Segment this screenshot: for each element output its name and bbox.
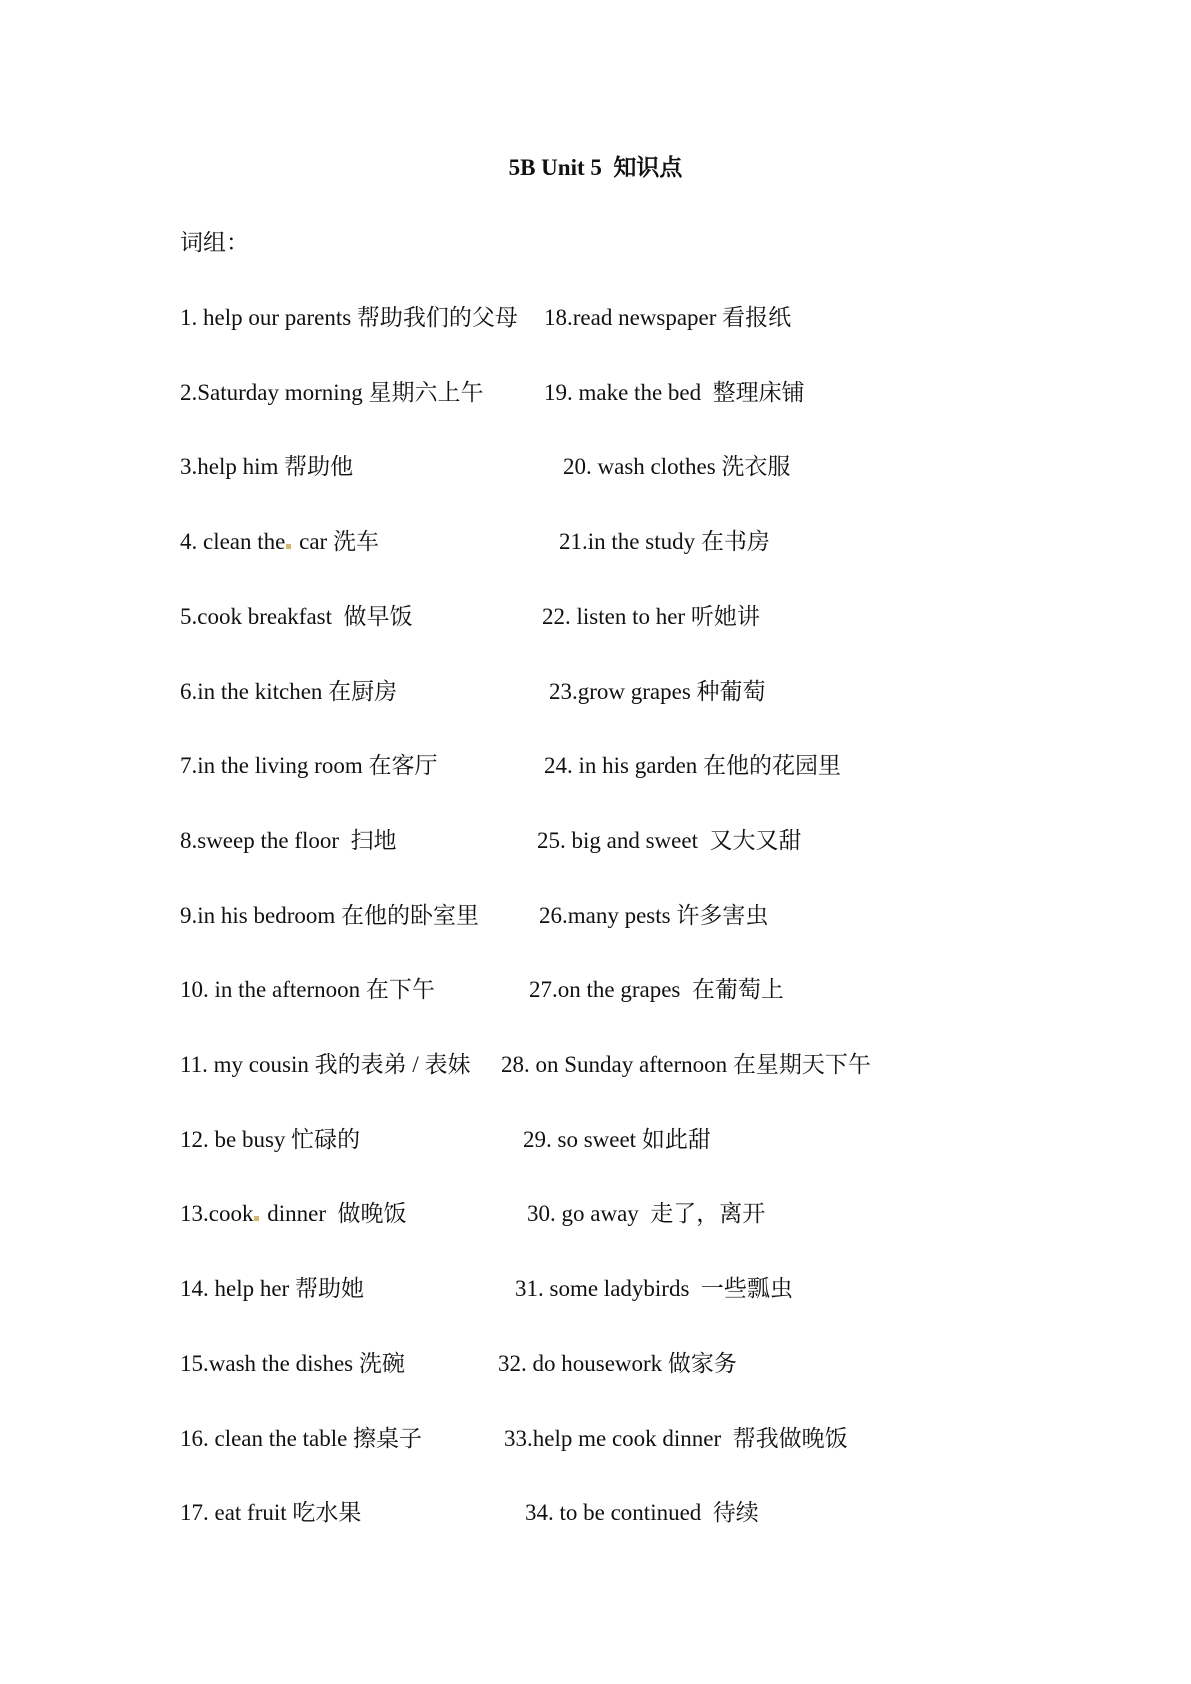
phrase-row bbox=[0, 677, 1191, 707]
phrase-row bbox=[0, 602, 1191, 632]
phrase-right: 22. listen to her 听她讲 bbox=[542, 604, 760, 629]
phrase-row bbox=[0, 975, 1191, 1005]
phrase-right: 31. some ladybirds 一些瓢虫 bbox=[515, 1276, 793, 1301]
phrase-right: 30. go away 走了，离开 bbox=[527, 1201, 766, 1226]
phrase-left: 8.sweep the floor 扫地 bbox=[180, 828, 397, 853]
phrase-row bbox=[0, 527, 1191, 557]
phrase-right: 34. to be continued 待续 bbox=[525, 1500, 759, 1525]
phrase-row bbox=[0, 1199, 1191, 1229]
phrase-row bbox=[0, 901, 1191, 931]
phrase-left-continued: dinner 做晚饭 bbox=[261, 1201, 407, 1226]
marker-dot bbox=[286, 544, 291, 549]
phrase-row bbox=[0, 1498, 1191, 1528]
phrase-right: 29. so sweet 如此甜 bbox=[523, 1127, 711, 1152]
phrase-right: 18.read newspaper 看报纸 bbox=[544, 305, 792, 330]
phrase-left: 11. my cousin 我的表弟 / 表妹 bbox=[180, 1052, 471, 1077]
phrase-row bbox=[0, 1050, 1191, 1080]
phrase-right: 21.in the study 在书房 bbox=[559, 529, 770, 554]
phrase-right: 20. wash clothes 洗衣服 bbox=[563, 454, 791, 479]
phrase-right: 26.many pests 许多害虫 bbox=[539, 903, 769, 928]
phrase-left: 10. in the afternoon 在下午 bbox=[180, 977, 435, 1002]
phrase-left: 3.help him 帮助他 bbox=[180, 454, 354, 479]
phrase-right: 33.help me cook dinner 帮我做晚饭 bbox=[504, 1426, 848, 1451]
phrase-left: 16. clean the table 擦桌子 bbox=[180, 1426, 423, 1451]
phrase-right: 23.grow grapes 种葡萄 bbox=[549, 679, 766, 704]
phrase-left: 9.in his bedroom 在他的卧室里 bbox=[180, 903, 479, 928]
phrase-left: 7.in the living room 在客厅 bbox=[180, 753, 438, 778]
section-label-phrases: 词组： bbox=[180, 230, 249, 255]
phrase-left: 2.Saturday morning 星期六上午 bbox=[180, 380, 484, 405]
phrase-left-group bbox=[180, 1199, 406, 1229]
phrase-left: 14. help her 帮助她 bbox=[180, 1276, 364, 1301]
phrase-right: 25. big and sweet 又大又甜 bbox=[537, 828, 802, 853]
phrase-row bbox=[0, 1125, 1191, 1155]
phrase-right: 27.on the grapes 在葡萄上 bbox=[529, 977, 784, 1002]
phrase-left: 13.cook bbox=[180, 1201, 254, 1226]
phrase-row bbox=[0, 1274, 1191, 1304]
phrase-left: 17. eat fruit 吃水果 bbox=[180, 1500, 362, 1525]
phrase-left: 15.wash the dishes 洗碗 bbox=[180, 1351, 405, 1376]
phrase-row bbox=[0, 303, 1191, 333]
phrase-left-group bbox=[180, 527, 379, 557]
phrase-right: 28. on Sunday afternoon 在星期天下午 bbox=[501, 1052, 871, 1077]
phrase-row bbox=[0, 452, 1191, 482]
phrase-row bbox=[0, 826, 1191, 856]
phrase-left: 6.in the kitchen 在厨房 bbox=[180, 679, 398, 704]
phrase-right: 32. do housework 做家务 bbox=[498, 1351, 737, 1376]
phrase-row bbox=[0, 1349, 1191, 1379]
phrase-left: 4. clean the bbox=[180, 529, 286, 554]
phrase-left-continued: car 洗车 bbox=[293, 529, 379, 554]
phrase-right: 19. make the bed 整理床铺 bbox=[544, 380, 805, 405]
marker-dot bbox=[254, 1216, 259, 1221]
phrase-left: 5.cook breakfast 做早饭 bbox=[180, 604, 413, 629]
phrase-left: 1. help our parents 帮助我们的父母 bbox=[180, 305, 518, 330]
phrase-left: 12. be busy 忙碌的 bbox=[180, 1127, 361, 1152]
page-title: 5B Unit 5 知识点 bbox=[508, 155, 683, 180]
phrase-row bbox=[0, 1424, 1191, 1454]
phrase-row bbox=[0, 751, 1191, 781]
phrase-right: 24. in his garden 在他的花园里 bbox=[544, 753, 842, 778]
phrase-row bbox=[0, 378, 1191, 408]
